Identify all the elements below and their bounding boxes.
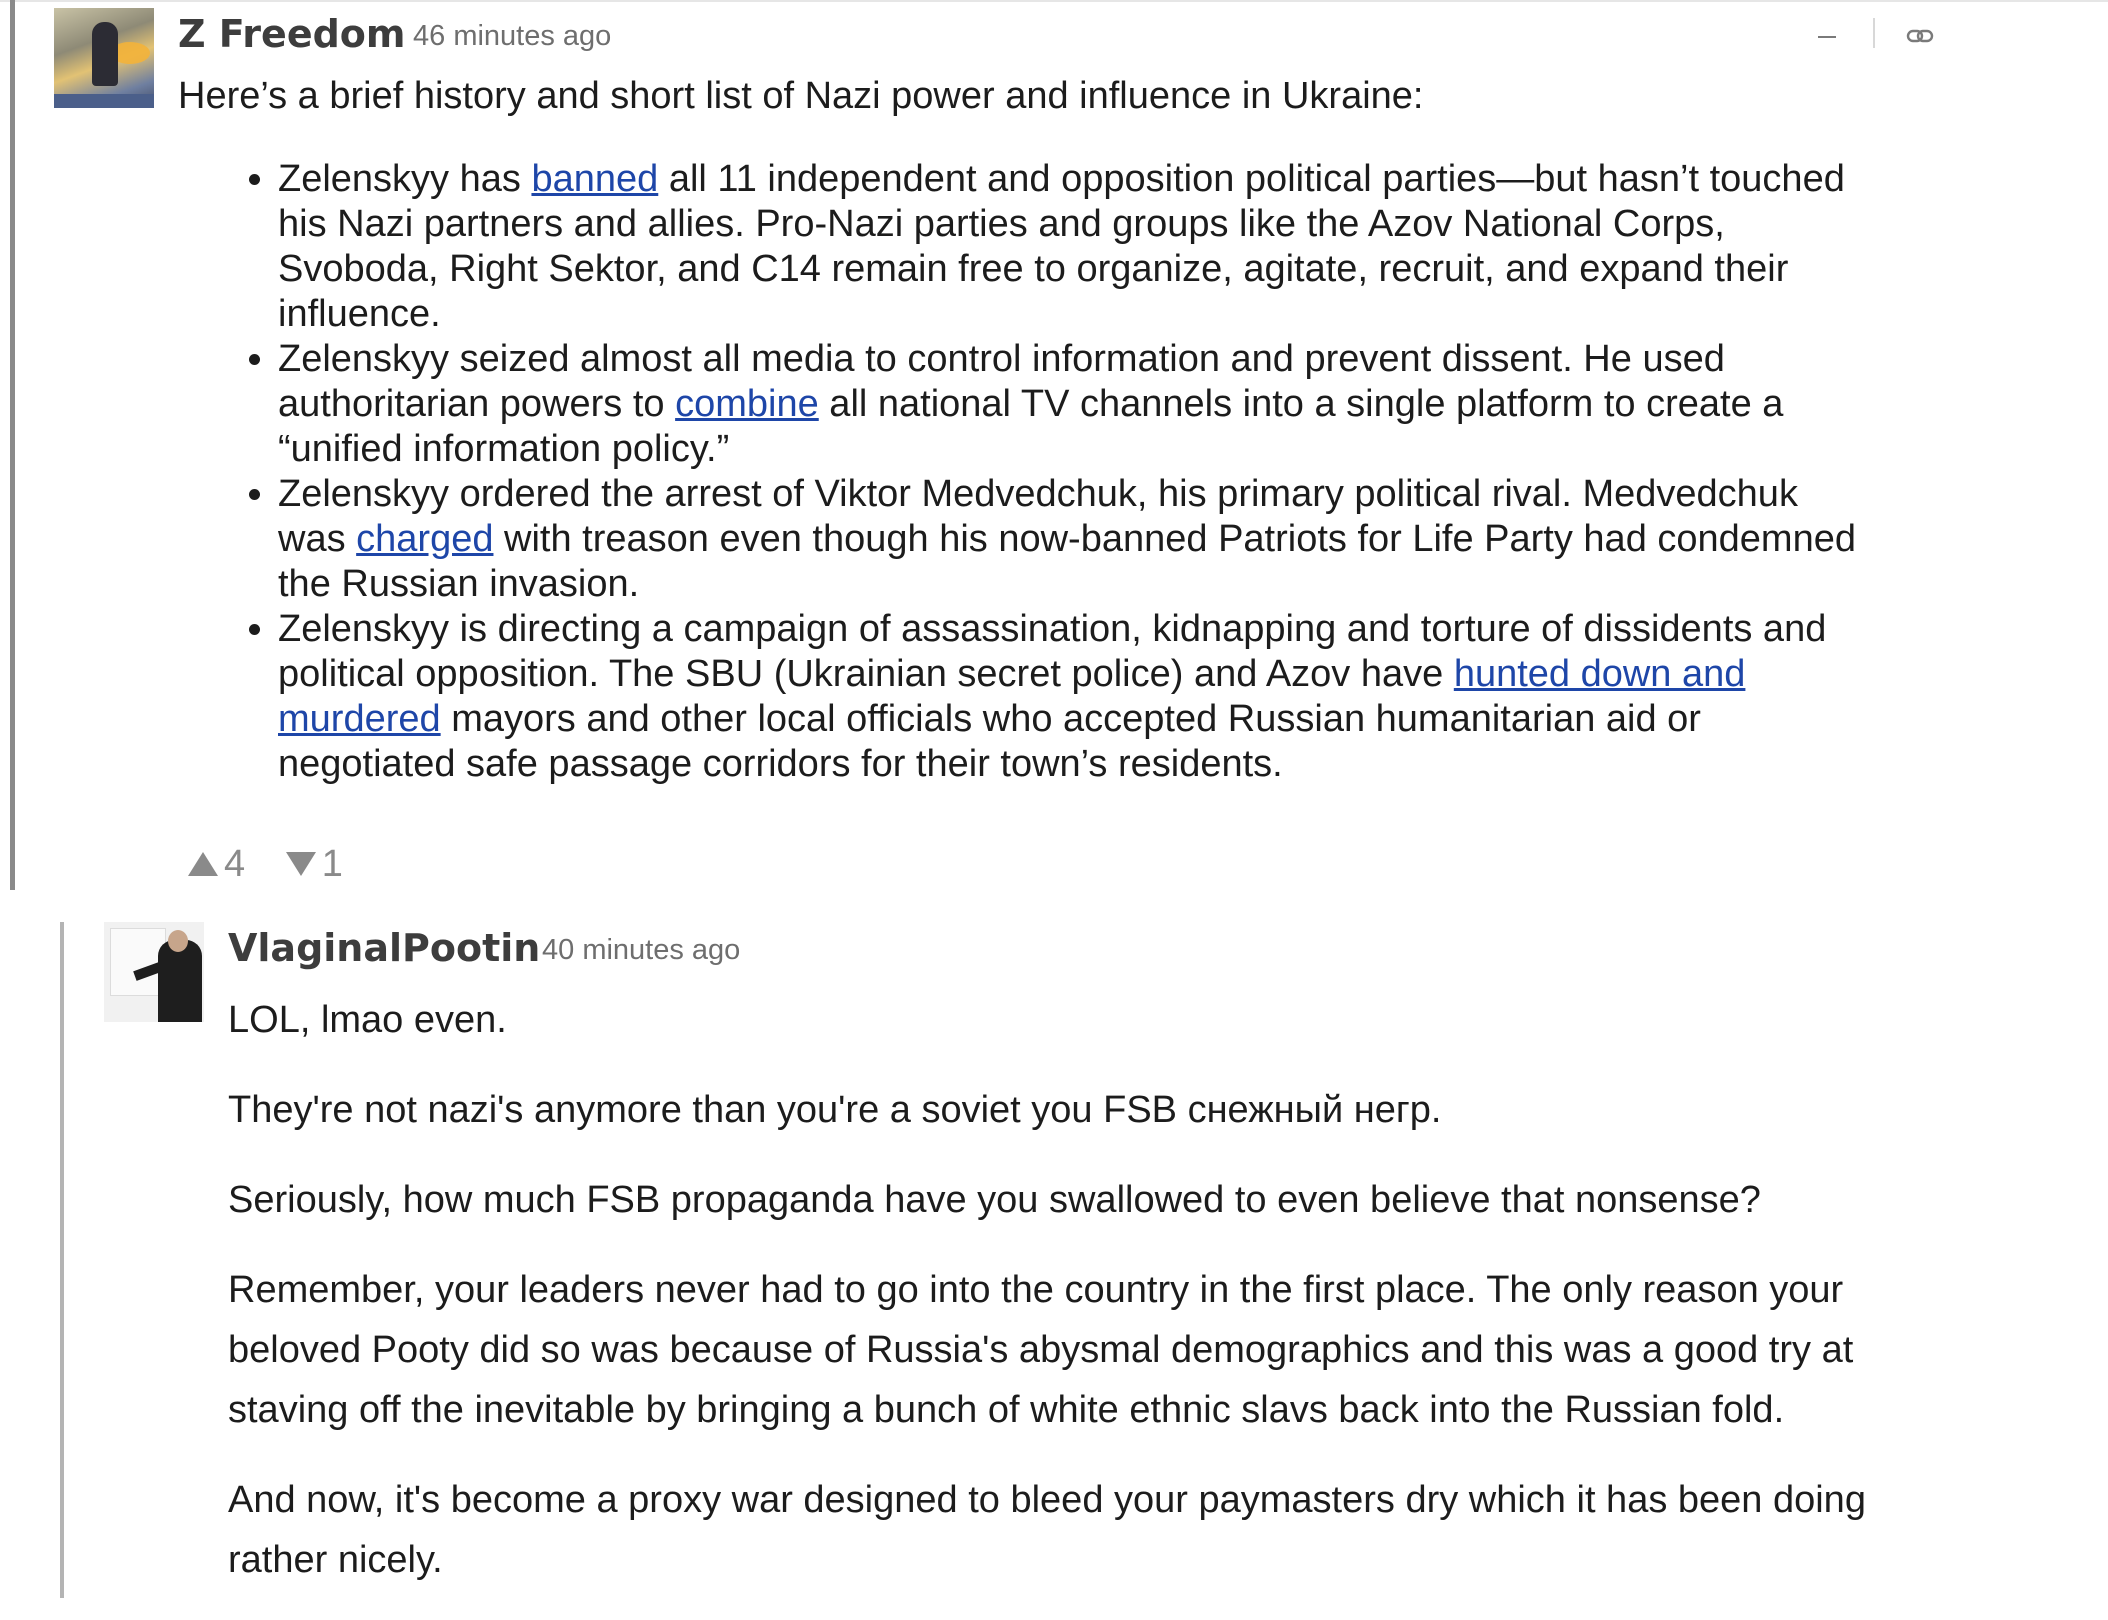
list-item-line: • Zelenskyy ordered the arrest of Viktor Medvedchuk, his primary political rival. Medvedchuk bbox=[278, 473, 1798, 515]
avatar[interactable] bbox=[54, 8, 154, 108]
list-item-line: murdered mayors and other local officials who accepted Russian humanitarian aid or bbox=[278, 698, 1701, 740]
avatar-image-figure bbox=[158, 940, 202, 1022]
list-item bbox=[278, 472, 1958, 607]
list-item bbox=[278, 157, 1958, 337]
list-item-line: • Zelenskyy is directing a campaign of assassination, kidnapping and torture of dissidents and bbox=[278, 608, 1827, 650]
comment-author[interactable]: Z Freedom bbox=[178, 12, 406, 56]
control-divider bbox=[1873, 18, 1875, 48]
list-item bbox=[278, 337, 1958, 472]
downvote-button[interactable] bbox=[286, 843, 343, 885]
avatar[interactable] bbox=[104, 922, 204, 1022]
list-item bbox=[278, 607, 1958, 787]
list-item-line: negotiated safe passage corridors for their town’s residents. bbox=[278, 743, 1283, 785]
list-item-line: political opposition. The SBU (Ukrainian secret police) and Azov have hunted down and bbox=[278, 653, 1746, 695]
list-item-line: • Zelenskyy seized almost all media to control information and prevent dissent. He used bbox=[278, 338, 1725, 380]
comment-timestamp[interactable]: 40 minutes ago bbox=[542, 934, 741, 966]
list-item-line: his Nazi partners and allies. Pro-Nazi parties and groups like the Azov National Corps, bbox=[278, 203, 1725, 245]
upvote-button[interactable] bbox=[188, 843, 245, 885]
minus-icon[interactable] bbox=[1818, 36, 1836, 38]
comment-paragraph: Seriously, how much FSB propaganda have you swallowed to even believe that nonsense? bbox=[228, 1179, 1761, 1221]
link-murdered[interactable]: murdered bbox=[278, 698, 441, 740]
comment-body bbox=[228, 990, 1988, 1620]
triangle-down-icon[interactable] bbox=[286, 852, 316, 876]
comment-body bbox=[178, 74, 1958, 787]
avatar-image-head bbox=[168, 930, 188, 952]
comment-paragraph: And now, it's become a proxy war designed to bleed your paymasters dry which it has been doing rather nicely. bbox=[228, 1479, 1866, 1581]
vote-bar bbox=[188, 843, 343, 886]
avatar-image-figure bbox=[92, 22, 118, 86]
upvote-count: 4 bbox=[224, 843, 246, 885]
comment-paragraph: Remember, your leaders never had to go into the country in the first place. The only reason your beloved Pooty did so was because of Russia's abysmal demographics and this was a good try at staving off the inevitable by bringing a bunch of white ethnic slavs back into the Russian fold. bbox=[228, 1269, 1854, 1431]
link-charged[interactable]: charged bbox=[356, 518, 494, 560]
list-item-line: “unified information policy.” bbox=[278, 428, 730, 470]
list-item-line: was charged with treason even though his now-banned Patriots for Life Party had condemned bbox=[278, 518, 1856, 560]
top-divider bbox=[0, 0, 2108, 2]
thread-line[interactable] bbox=[10, 0, 15, 890]
link-hunted-down[interactable]: hunted down and bbox=[1453, 653, 1746, 695]
comment-paragraph: They're not nazi's anymore than you're a soviet you FSB снежный негр. bbox=[228, 1089, 1442, 1131]
link-banned[interactable]: banned bbox=[531, 158, 659, 200]
list-item-line: Svoboda, Right Sektor, and C14 remain free to organize, agitate, recruit, and expand their bbox=[278, 248, 1789, 290]
downvote-count: 1 bbox=[321, 843, 343, 885]
thread-line[interactable] bbox=[60, 922, 64, 1598]
comment-paragraph: LOL, lmao even. bbox=[228, 999, 507, 1041]
link-combine[interactable]: combine bbox=[675, 383, 819, 425]
list-item-line: authoritarian powers to combine all national TV channels into a single platform to create a bbox=[278, 383, 1784, 425]
comment-intro: Here’s a brief history and short list of Nazi power and influence in Ukraine: bbox=[178, 75, 1424, 117]
bullet-list bbox=[178, 157, 1958, 787]
comment-author[interactable]: VlaginalPootin bbox=[228, 926, 541, 970]
triangle-up-icon[interactable] bbox=[188, 852, 218, 876]
comment-timestamp[interactable]: 46 minutes ago bbox=[413, 20, 612, 52]
list-item-line: influence. bbox=[278, 293, 441, 335]
avatar-image-band bbox=[54, 94, 154, 108]
link-icon[interactable] bbox=[1906, 22, 1934, 50]
list-item-line: the Russian invasion. bbox=[278, 563, 640, 605]
list-item-line: • Zelenskyy has banned all 11 independent and opposition political parties—but hasn’t touched bbox=[278, 158, 1845, 200]
